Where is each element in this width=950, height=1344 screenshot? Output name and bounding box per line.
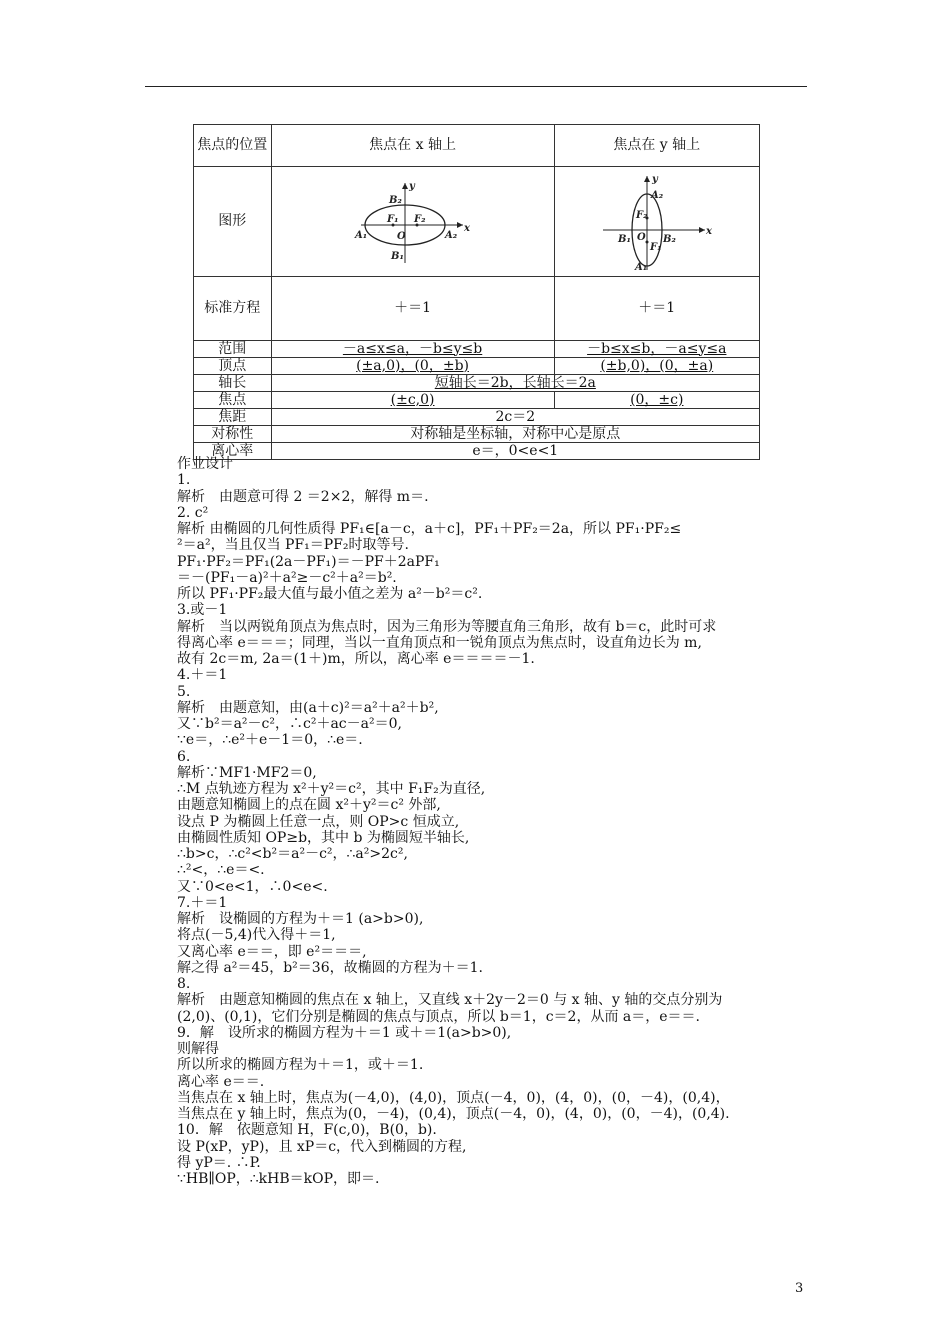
text-line: ＝－(PF₁－a)²＋a²≥－c²＋a²＝b².	[177, 569, 397, 586]
table-row	[194, 341, 760, 358]
fig-x-y-label: y	[408, 180, 415, 192]
table-row	[194, 125, 760, 167]
symmetry-value: 对称轴是坐标轴，对称中心是原点	[271, 426, 759, 443]
equation-label: 标准方程	[194, 277, 272, 341]
range-label: 范围	[194, 341, 272, 358]
solution-text	[177, 456, 827, 1187]
text-line: 设 P(xP，yP)，且 xP＝c，代入到椭圆的方程,	[177, 1138, 467, 1155]
symmetry-label: 对称性	[194, 426, 272, 443]
text-line: 解析∵MF1·MF2＝0,	[177, 764, 317, 781]
position-label: 焦点的位置	[194, 125, 272, 167]
fig-y-y-label: y	[651, 173, 658, 185]
range-x: －a≤x≤a，－b≤y≤b	[342, 340, 483, 357]
text-line: 解析 当以两锐角顶点为焦点时，因为三角形为等腰直角三角形，故有 b＝c，此时可求	[177, 618, 717, 635]
focus-y: (0，±c)	[630, 391, 684, 408]
text-line: 所以 PF₁·PF₂最大值与最小值之差为 a²－b²＝c².	[177, 586, 483, 602]
equation-y: ＋＝1	[554, 277, 759, 341]
x-axis-header: 焦点在 x 轴上	[271, 125, 554, 167]
text-line: ∴²<，∴e＝<.	[177, 862, 265, 879]
text-line: 当焦点在 x 轴上时，焦点为(－4,0)，(4,0)，顶点(－4，0)，(4，0)，(0，－4)，(0,4)，	[177, 1089, 730, 1106]
ellipse-properties-table	[193, 124, 760, 460]
text-line: 9．解 设所求的椭圆方程为＋＝1 或＋＝1(a>b>0),	[177, 1024, 512, 1041]
text-line: 4.＋＝1	[177, 667, 228, 684]
focal-distance-label: 焦距	[194, 409, 272, 426]
figure-y-cell	[554, 167, 759, 277]
text-line: 解之得 a²＝45，b²＝36，故椭圆的方程为＋＝1.	[177, 959, 483, 976]
text-line: ∵HB∥OP，∴kHB＝kOP，即＝.	[177, 1171, 380, 1187]
text-line: 1.	[177, 472, 191, 489]
text-line: 7.＋＝1	[177, 894, 228, 911]
text-line: 3.或－1	[177, 602, 228, 619]
fig-y-b2-label: B₂	[662, 233, 676, 245]
text-line: 由题意知椭圆上的点在圆 x²＋y²＝c² 外部,	[177, 797, 441, 814]
range-y: －b≤x≤b，－a≤y≤a	[587, 340, 727, 357]
text-line: ∴b>c，∴c²<b²＝a²－c²，∴a²>2c²,	[177, 846, 408, 862]
fig-y-o-label: O	[636, 231, 646, 243]
eccentricity-value: e＝，0<e<1	[271, 443, 759, 460]
text-line: 解析 由题意知椭圆的焦点在 x 轴上，又直线 x＋2y－2＝0 与 x 轴、y 轴的交点分别为	[177, 992, 723, 1009]
fig-x-a2-label: A₂	[444, 229, 457, 241]
vertex-x: (±a,0)，(0，±b)	[356, 357, 469, 374]
figure-x-cell	[271, 167, 554, 277]
eccentricity-label: 离心率	[194, 443, 272, 460]
focus-x: (±c,0)	[390, 391, 435, 408]
fig-y-f1-label: F₁	[649, 241, 662, 253]
text-line: 得 yP＝. ∴P.	[177, 1154, 261, 1171]
focus-label: 焦点	[194, 392, 272, 409]
fig-x-b2-label: B₂	[388, 194, 402, 206]
text-line: 2. c²	[177, 504, 209, 521]
table-row	[194, 167, 760, 277]
page-number: 3	[795, 1281, 804, 1296]
ellipse-x-figure	[353, 177, 473, 267]
header-rule	[145, 86, 807, 87]
table-row	[194, 409, 760, 426]
text-line: 将点(－5,4)代入得＋＝1,	[177, 927, 336, 944]
text-line: 由椭圆性质知 OP≥b，其中 b 为椭圆短半轴长,	[177, 829, 470, 846]
text-line: 又离心率 e＝＝，即 e²＝＝＝,	[177, 943, 367, 960]
table-row	[194, 277, 760, 341]
text-line: 故有 2c＝m, 2a＝(1＋)m，所以，离心率 e＝＝＝＝－1.	[177, 651, 535, 667]
text-line: 离心率 e＝＝.	[177, 1073, 265, 1090]
table-row	[194, 392, 760, 409]
table-row	[194, 375, 760, 392]
text-line: 设点 P 为椭圆上任意一点，则 OP>c 恒成立,	[177, 813, 460, 830]
axis-length-value: 短轴长＝2b，长轴长＝2a	[434, 374, 596, 391]
text-line: 当焦点在 y 轴上时，焦点为(0，－4)，(0,4)，顶点(－4，0)，(4，0)，(0，－4)，(0,4).	[177, 1106, 730, 1122]
vertex-label: 顶点	[194, 358, 272, 375]
text-line: 得离心率 e＝＝＝；同理，当以一直角顶点和一锐角顶点为焦点时，设直角边长为 m,	[177, 634, 702, 651]
vertex-y: (±b,0)，(0，±a)	[600, 357, 714, 374]
text-line: ²＝a²，当且仅当 PF₁＝PF₂时取等号.	[177, 537, 409, 554]
fig-x-o-label: O	[396, 230, 406, 242]
text-line: ∵e＝，∴e²＋e－1＝0，∴e＝.	[177, 732, 363, 749]
fig-x-x-label: x	[463, 222, 470, 234]
fig-x-f2-label: F₂	[413, 213, 426, 225]
text-line: 解析 由题意可得 2 ＝2×2，解得 m＝.	[177, 488, 429, 505]
fig-x-a1-label: A₁	[354, 229, 367, 241]
text-line: 解析 由题意知，由(a＋c)²＝a²＋a²＋b²,	[177, 699, 439, 716]
fig-y-x-label: x	[705, 225, 712, 237]
fig-y-f2-label: F₂	[635, 209, 648, 221]
axis-length-label: 轴长	[194, 375, 272, 392]
text-line: 解析 由椭圆的几何性质得 PF₁∈[a－c，a＋c]，PF₁＋PF₂＝2a，所以 PF₁·PF₂≤	[177, 521, 682, 537]
figure-label: 图形	[194, 167, 272, 277]
equation-x: ＋＝1	[271, 277, 554, 341]
fig-x-b1-label: B₁	[390, 250, 404, 262]
text-line: 10．解 依题意知 H，F(c,0)，B(0，b).	[177, 1122, 437, 1139]
text-line: 5.	[177, 683, 191, 700]
text-line: ∴M 点轨迹方程为 x²＋y²＝c²，其中 F₁F₂为直径,	[177, 781, 486, 797]
text-line: PF₁·PF₂＝PF₁(2a－PF₁)＝－PF＋2aPF₁	[177, 553, 440, 570]
text-line: (2,0)、(0,1)，它们分别是椭圆的焦点与顶点，所以 b＝1，c＝2，从而 a＝，e＝＝.	[177, 1008, 700, 1025]
text-line: 解析 设椭圆的方程为＋＝1 (a>b>0),	[177, 911, 424, 927]
text-line: 所以所求的椭圆方程为＋＝1，或＋＝1.	[177, 1057, 424, 1074]
text-line: 则解得	[177, 1041, 219, 1057]
table-row	[194, 426, 760, 443]
text-line: 作业设计	[177, 456, 233, 472]
text-line: 又∵b²＝a²－c²，∴c²＋ac－a²＝0,	[177, 716, 402, 732]
fig-y-a2-label: A₂	[650, 189, 663, 201]
text-line: 6.	[177, 748, 191, 765]
fig-y-b1-label: B₁	[617, 233, 631, 245]
table-row	[194, 358, 760, 375]
text-line: 又∵0<e<1，∴0<e<.	[177, 878, 328, 895]
y-axis-header: 焦点在 y 轴上	[554, 125, 759, 167]
focal-distance-value: 2c＝2	[271, 409, 759, 426]
text-line: 8.	[177, 976, 191, 992]
fig-x-f1-label: F₁	[386, 213, 399, 225]
fig-y-a1-label: A₁	[634, 261, 647, 272]
ellipse-y-figure	[597, 172, 717, 272]
